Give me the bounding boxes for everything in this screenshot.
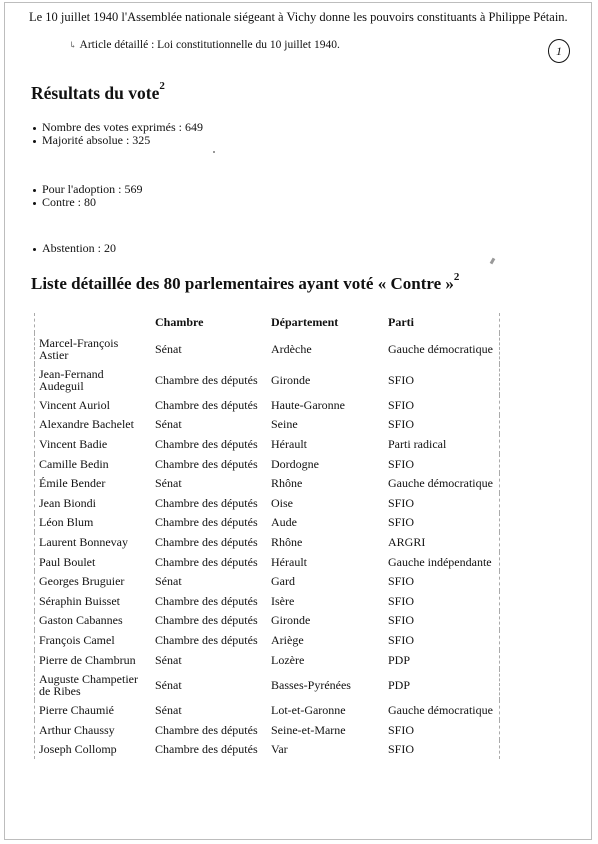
cell-name[interactable]: Camille Bedin: [39, 456, 109, 471]
table-row: [35, 571, 500, 591]
cell-name[interactable]: Arthur Chaussy: [39, 722, 115, 737]
cell-department: Gironde: [271, 372, 311, 387]
cell-party: SFIO: [388, 495, 415, 510]
cell-chamber: Chambre des députés: [155, 456, 258, 471]
cell-chamber: Chambre des députés: [155, 495, 258, 510]
cell-department: Var: [271, 742, 288, 757]
cell-chamber: Chambre des députés: [155, 722, 258, 737]
cell-name[interactable]: Laurent Bonnevay: [39, 534, 128, 549]
cell-chamber: Chambre des députés: [155, 632, 258, 647]
results-list-3: [31, 242, 116, 255]
cell-department: Rhône: [271, 476, 303, 491]
table-row: [35, 434, 500, 454]
list-item: Nombre des votes exprimés : 649: [31, 121, 203, 134]
cell-name[interactable]: Alexandre Bachelet: [39, 417, 134, 432]
cell-name[interactable]: Pierre Chaumié: [39, 703, 114, 718]
cell-name[interactable]: Jean-Fernand Audeguil: [39, 366, 104, 393]
cell-name[interactable]: Émile Bender: [39, 476, 106, 491]
article-link[interactable]: Article détaillé : Loi constitutionnelle du 10 juillet 1940.: [79, 39, 340, 51]
results-list-1: [31, 121, 203, 147]
results-heading: [31, 80, 165, 104]
cell-department: Hérault: [271, 436, 307, 451]
cell-party: SFIO: [388, 456, 415, 471]
cell-name[interactable]: François Camel: [39, 632, 115, 647]
list-item: Majorité absolue : 325: [31, 134, 203, 147]
results-title: Résultats du vote: [31, 83, 160, 103]
parliamentarians-table: [34, 313, 500, 759]
list-item: Abstention : 20: [31, 242, 116, 255]
list-title: Liste détaillée des 80 parlementaires ayant voté « Contre »: [31, 274, 454, 293]
cell-department: Haute-Garonne: [271, 397, 345, 412]
cell-party: Parti radical: [388, 436, 447, 451]
results-footnote[interactable]: 2: [159, 80, 165, 92]
cell-party: PDP: [388, 652, 411, 667]
cell-department: Hérault: [271, 554, 307, 569]
cell-party: Gauche démocratique: [388, 341, 493, 356]
header-name: [35, 313, 152, 333]
cell-name[interactable]: Gaston Cabannes: [39, 613, 123, 628]
cell-name[interactable]: Marcel-François Astier: [39, 335, 119, 362]
scan-speck: [213, 151, 215, 153]
table-row: [35, 532, 500, 552]
table-row: [35, 591, 500, 611]
table-row: [35, 454, 500, 474]
table-row: [35, 415, 500, 435]
cell-chamber: Chambre des députés: [155, 515, 258, 530]
cell-department: Basses-Pyrénées: [271, 677, 351, 692]
scan-speck: [490, 258, 496, 265]
cell-chamber: Sénat: [155, 677, 182, 692]
table-row: [35, 720, 500, 740]
list-item: Contre : 80: [31, 196, 143, 209]
cell-chamber: Sénat: [155, 652, 182, 667]
cell-department: Rhône: [271, 534, 303, 549]
cell-chamber: Sénat: [155, 341, 182, 356]
arrow-icon: ↳: [69, 40, 77, 50]
cell-name[interactable]: Séraphin Buisset: [39, 593, 120, 608]
intro-text: Le 10 juillet 1940 l'Assemblée nationale siégeant à Vichy donne les pouvoirs constituants à Philippe Pétain.: [29, 10, 568, 24]
cell-chamber: Chambre des députés: [155, 742, 258, 757]
cell-department: Lot-et-Garonne: [271, 703, 346, 718]
table-row: [35, 700, 500, 720]
table-row: [35, 493, 500, 513]
cell-chamber: Chambre des députés: [155, 613, 258, 628]
cell-department: Seine: [271, 417, 298, 432]
list-item: Pour l'adoption : 569: [31, 183, 143, 196]
cell-party: Gauche démocratique: [388, 703, 493, 718]
cell-name[interactable]: Léon Blum: [39, 515, 94, 530]
cell-chamber: Sénat: [155, 703, 182, 718]
cell-department: Ariège: [271, 632, 304, 647]
header-chamber: Chambre: [155, 315, 204, 329]
table-header-row: [35, 313, 500, 333]
cell-party: SFIO: [388, 515, 415, 530]
cell-name[interactable]: Pierre de Chambrun: [39, 652, 136, 667]
table-row: [35, 395, 500, 415]
cell-chamber: Sénat: [155, 417, 182, 432]
table-row: [35, 552, 500, 572]
cell-name[interactable]: Paul Boulet: [39, 554, 96, 569]
cell-chamber: Sénat: [155, 476, 182, 491]
cell-chamber: Chambre des députés: [155, 397, 258, 412]
cell-party: PDP: [388, 677, 411, 692]
table-row: [35, 364, 500, 395]
article-reference: [69, 39, 340, 51]
cell-department: Isère: [271, 593, 295, 608]
results-list-2: [31, 183, 143, 209]
cell-party: SFIO: [388, 397, 415, 412]
cell-party: SFIO: [388, 632, 415, 647]
cell-chamber: Chambre des députés: [155, 593, 258, 608]
cell-name[interactable]: Jean Biondi: [39, 495, 96, 510]
header-party: Parti: [388, 315, 414, 329]
cell-party: SFIO: [388, 417, 415, 432]
table-row: [35, 473, 500, 493]
cell-department: Dordogne: [271, 456, 319, 471]
list-heading: [31, 271, 460, 294]
cell-name[interactable]: Joseph Collomp: [39, 742, 117, 757]
cell-department: Gironde: [271, 613, 311, 628]
cell-name[interactable]: Georges Bruguier: [39, 574, 125, 589]
cell-department: Ardèche: [271, 341, 312, 356]
cell-party: SFIO: [388, 722, 415, 737]
cell-department: Lozère: [271, 652, 305, 667]
scanned-page: [4, 2, 592, 840]
cell-party: SFIO: [388, 574, 415, 589]
table-row: [35, 333, 500, 364]
cell-department: Aude: [271, 515, 297, 530]
cell-department: Gard: [271, 574, 295, 589]
cell-party: SFIO: [388, 372, 415, 387]
cell-chamber: Chambre des députés: [155, 554, 258, 569]
cell-party: SFIO: [388, 613, 415, 628]
table-row: [35, 669, 500, 700]
header-department: Département: [271, 315, 339, 329]
cell-name[interactable]: Vincent Auriol: [39, 397, 110, 412]
table-row: [35, 630, 500, 650]
cell-party: Gauche indépendante: [388, 554, 492, 569]
cell-party: SFIO: [388, 742, 415, 757]
cell-department: Oise: [271, 495, 293, 510]
table-row: [35, 611, 500, 631]
table-row: [35, 650, 500, 670]
cell-chamber: Chambre des députés: [155, 372, 258, 387]
table-row: [35, 513, 500, 533]
list-footnote[interactable]: 2: [453, 271, 460, 283]
cell-name[interactable]: Vincent Badie: [39, 436, 108, 451]
cell-name[interactable]: Auguste Champetier de Ribes: [39, 671, 138, 698]
cell-chamber: Chambre des députés: [155, 534, 258, 549]
cell-party: Gauche démocratique: [388, 476, 493, 491]
cell-party: ARGRI: [388, 534, 426, 549]
cell-department: Seine-et-Marne: [271, 722, 346, 737]
cell-party: SFIO: [388, 593, 415, 608]
table-row: [35, 740, 500, 760]
cell-chamber: Sénat: [155, 574, 182, 589]
handwritten-page-number: 1: [548, 39, 570, 63]
cell-chamber: Chambre des députés: [155, 436, 258, 451]
